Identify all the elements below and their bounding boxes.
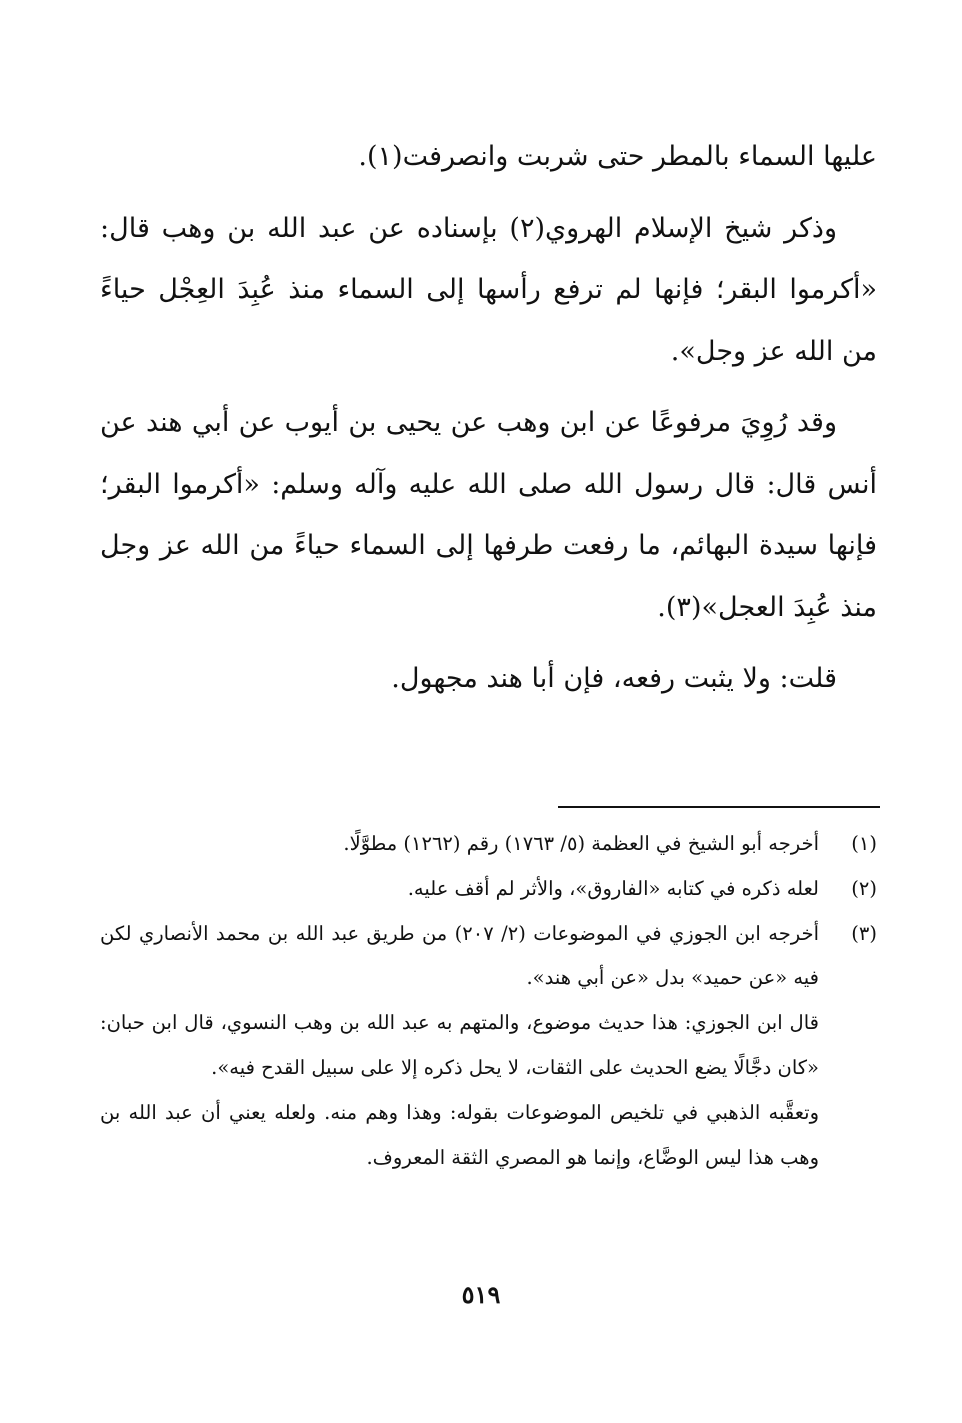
footnotes-section (100, 822, 877, 1180)
page-number: ٥١٩ (461, 1280, 501, 1309)
footnote-continuation: وتعقَّبه الذهبي في تلخيص الموضوعات بقوله: وهذا وهم منه. ولعله يعني أن عبد الله بن وهب هذا ليس الوضَّاع، وإنما هو المصري الثقة المعروف. (100, 1100, 819, 1169)
paragraph-3: وقد رُوِيَ مرفوعًا عن ابن وهب عن يحيى بن أيوب عن أبي هند عن أنس قال: قال رسول الله صلى الله عليه وآله وسلم: «أكرموا البقر؛ فإنها سيدة البهائم، ما رفعت طرفها إلى السماء حياءً من الله عز وجل منذ عُبِدَ العجل»(٣). (100, 407, 877, 623)
paragraph-2: وذكر شيخ الإسلام الهروي(٢) بإسناده عن عبد الله بن وهب قال: «أكرموا البقر؛ فإنها لم ترفع رأسها إلى السماء منذ عُبِدَ العِجْل حياءً من الله عز وجل». (100, 212, 877, 367)
footnote-3 (100, 912, 877, 1181)
paragraph-4: قلت: ولا يثبت رفعه، فإن أبا هند مجهول. (391, 663, 837, 694)
footnote-1 (100, 822, 877, 867)
footnote-text: لعله ذكره في كتابه «الفاروق»، والأثر لم أقف عليه. (407, 876, 819, 900)
footnote-number: (٢) (851, 876, 877, 900)
footnote-continuation: قال ابن الجوزي: هذا حديث موضوع، والمتهم به عبد الله بن وهب النسوي، قال ابن حبان: «كان دجَّالًا يضع الحديث على الثقات، لا يحل ذكره إلا على سبيل القدح فيه». (100, 1011, 819, 1079)
footnote-text: أخرجه ابن الجوزي في الموضوعات (٢/ ٢٠٧) من طريق عبد الله بن محمد الأنصاري لكن فيه «عن حميد» بدل «عن أبي هند». (100, 921, 819, 990)
footnote-number: (١) (851, 832, 877, 855)
paragraph-1: عليها السماء بالمطر حتى شربت وانصرفت(١). (358, 141, 877, 172)
footnote-number: (٣) (851, 921, 877, 945)
main-text-body (100, 126, 877, 710)
footnote-2 (100, 867, 877, 912)
footnote-text: أخرجه أبو الشيخ في العظمة (٥/ ١٧٦٣) رقم (١٢٦٢) مطوَّلًا. (343, 832, 819, 855)
footnote-separator (558, 806, 880, 808)
